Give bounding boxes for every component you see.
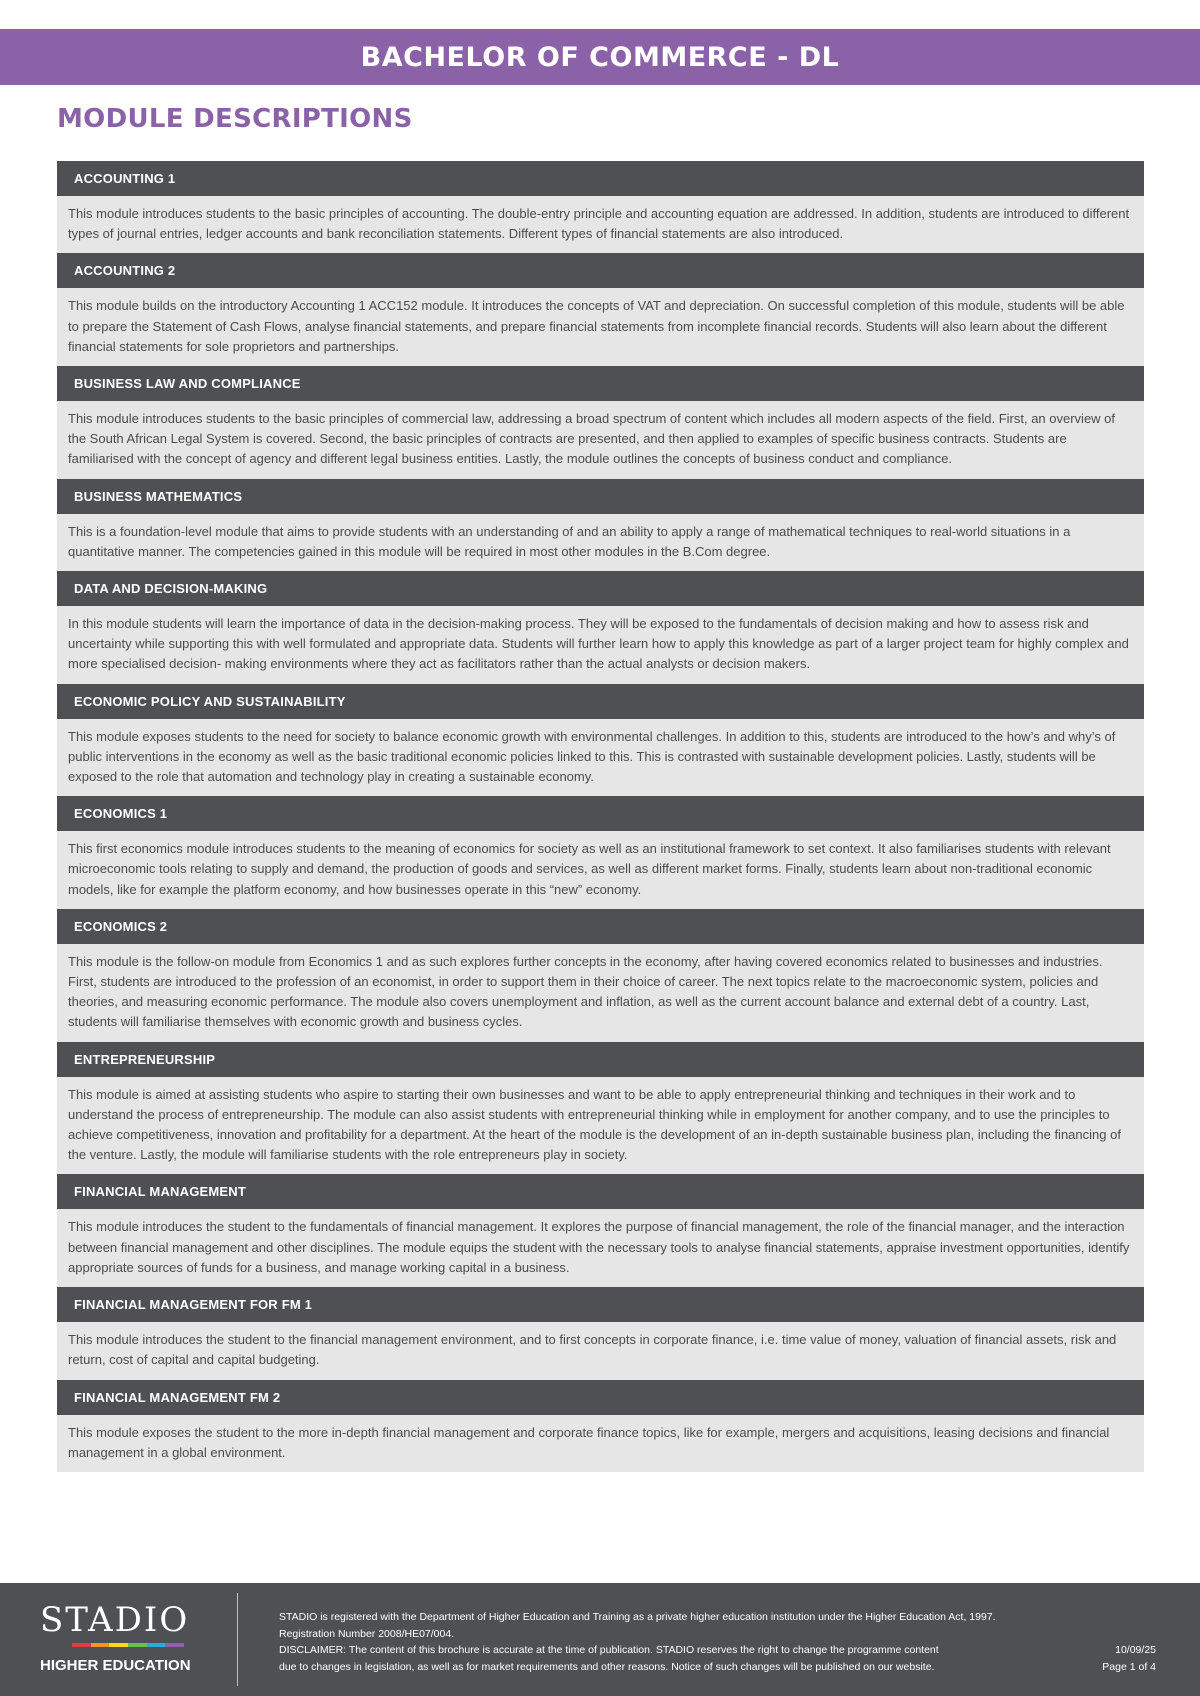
registration-number: Registration Number 2008/HE07/004. [279, 1627, 455, 1640]
module-title: ACCOUNTING 1 [57, 161, 1144, 196]
module-description: This module is the follow-on module from Economics 1 and as such explores further concepts in the economy, after having covered economics related to businesses and industries. First, students are introduced to the profession of an economist, in order to support them in their choice of career. The next topics relate to the macroeconomic system, policies and theories, and measuring economic performance. The module also covers unemployment and inflation, as well as the current account balance and external debt of a country. Last, students will familiarise themselves with economic growth and business cycles. [68, 953, 1103, 1030]
module-economics-2 [57, 909, 1144, 1042]
module-title: FINANCIAL MANAGEMENT [57, 1174, 1144, 1209]
stadio-logo [40, 1601, 200, 1674]
module-entrepreneurship [57, 1042, 1144, 1175]
module-title: ECONOMICS 2 [57, 909, 1144, 944]
disclaimer-line: DISCLAIMER: The content of this brochure is accurate at the time of publication. STADIO reserves the right to change the programme content [279, 1644, 939, 1656]
page-number: Page 1 of 4 [1102, 1660, 1156, 1673]
module-description: This first economics module introduces students to the meaning of economics for society as well as an institutional framework to set context. It also familiarises students with relevant microeconomic tools relating to supply and demand, the production of goods and services, as well as different market forms. Finally, students learn about non-traditional economic models, like for example the platform economy, and how businesses operate in this “new” economy. [68, 841, 1111, 897]
module-description: This module introduces students to the basic principles of commercial law, addressing a broad spectrum of content which includes all modern aspects of the field. First, an overview of the South African Legal System is covered. Second, the basic principles of contracts are presented, and then applied to examples of specific business contracts. Students are familiarised with the concept of agency and different legal business entities. Lastly, the module outlines the concepts of business conduct and compliance. [68, 411, 1116, 467]
module-title: ECONOMICS 1 [57, 796, 1144, 831]
logo-stripe-segment [128, 1643, 147, 1647]
page-footer [0, 1583, 1200, 1696]
module-description: This module introduces the student to the fundamentals of financial management. It explores the purpose of financial management, the role of the financial manager, and the interaction between financial management and other disciplines. The module equips the student with the necessary tools to analyse financial statements, appraise investment opportunities, identify appropriate sources of funds for a business, and manage working capital in a business. [68, 1219, 1130, 1275]
logo-subtitle: HIGHER EDUCATION [40, 1657, 191, 1674]
module-title: FINANCIAL MANAGEMENT FOR FM 1 [57, 1287, 1144, 1322]
module-title: DATA AND DECISION-MAKING [57, 571, 1144, 606]
module-description: This module exposes the student to the more in-depth financial management and corporate finance topics, like for example, mergers and acquisitions, leasing decisions and financial management in a global environment. [68, 1424, 1110, 1460]
module-description: This module introduces students to the basic principles of accounting. The double-entry principle and accounting equation are addressed. In addition, students are introduced to different types of journal entries, ledger accounts and bank reconciliation statements. Different types of financial statements are also introduced. [68, 206, 1130, 242]
module-economics-1 [57, 796, 1144, 909]
module-description: This module builds on the introductory Accounting 1 ACC152 module. It introduces the concepts of VAT and depreciation. On successful completion of this module, students will be able to prepare the Statement of Cash Flows, analyse financial statements, and prepare financial statements from incomplete financial records. Students will also learn about the different financial statements for sole proprietors and partnerships. [68, 298, 1125, 354]
module-business-mathematics [57, 479, 1144, 571]
logo-stripe-segment [147, 1643, 166, 1647]
module-title: FINANCIAL MANAGEMENT FM 2 [57, 1380, 1144, 1415]
registration-statement: STADIO is registered with the Department of Higher Education and Training as a private higher education institution under the Higher Education Act, 1997. [279, 1611, 996, 1623]
module-description: This module introduces the student to the financial management environment, and to first concepts in corporate finance, i.e. time value of money, valuation of financial assets, risk and return, cost of capital and capital budgeting. [68, 1332, 1117, 1368]
logo-color-stripe [72, 1643, 184, 1647]
module-title: BUSINESS LAW AND COMPLIANCE [57, 366, 1144, 401]
disclaimer-line: due to changes in legislation, as well as for market requirements and other reasons. Notice of such changes will be published on our website. [279, 1660, 935, 1673]
footer-legal-text [279, 1609, 1079, 1675]
module-data-and-decision-making [57, 571, 1144, 684]
logo-stripe-segment [72, 1643, 91, 1647]
logo-stripe-segment [109, 1643, 128, 1647]
program-title-banner: BACHELOR OF COMMERCE - DL [0, 29, 1200, 85]
section-title: MODULE DESCRIPTIONS [57, 104, 413, 134]
logo-stripe-segment [91, 1643, 110, 1647]
module-title: ECONOMIC POLICY AND SUSTAINABILITY [57, 684, 1144, 719]
module-description: In this module students will learn the importance of data in the decision-making process. They will be exposed to the fundamentals of decision making and how to assess risk and uncertainty while supporting this with well formulated and appropriate data. Students will further learn how to apply this knowledge as part of a larger project team for highly complex and more specialised decision- making environments where they act as facilitators rather than the actual analysts or decision makers. [68, 616, 1129, 672]
module-financial-management-for-fm-1 [57, 1287, 1144, 1379]
module-financial-management [57, 1174, 1144, 1287]
logo-stripe-segment [165, 1643, 184, 1647]
module-accounting-2 [57, 253, 1144, 366]
module-description: This is a foundation-level module that aims to provide students with an understanding of and an ability to apply a range of mathematical techniques to real-world situations in a quantitative manner. The competencies gained in this module will be required in most other modules in the B.Com degree. [68, 523, 1071, 559]
module-description: This module exposes students to the need for society to balance economic growth with environmental challenges. In addition to this, students are introduced to the how’s and why’s of public interventions in the economy as well as the basic traditional economic policies linked to this. This is contrasted with sustainable development policies. Lastly, students will be exposed to the role that automation and technology play in creating a sustainable economy. [68, 728, 1116, 785]
module-description: This module is aimed at assisting students who aspire to starting their own businesses and want to be able to apply entrepreneurial thinking and techniques in their work and to understand the process of entrepreneurship. The module can also assist students with entrepreneurial thinking while in employment for another company, and to use the principles to achieve competitiveness, innovation and profitability for a department. At the heart of the module is the development of an in-depth sustainable business plan, including the financing of the venture. Lastly, the module will familiarise students with the role entrepreneurs play in society. [68, 1086, 1121, 1163]
logo-wordmark: STADIO [40, 1600, 190, 1640]
footer-meta [1102, 1642, 1156, 1675]
publication-date: 10/09/25 [1115, 1644, 1156, 1656]
module-financial-management-fm-2 [57, 1380, 1144, 1472]
module-title: BUSINESS MATHEMATICS [57, 479, 1144, 514]
module-title: ENTREPRENEURSHIP [57, 1042, 1144, 1077]
footer-divider [237, 1593, 238, 1686]
module-accounting-1 [57, 161, 1144, 253]
module-title: ACCOUNTING 2 [57, 253, 1144, 288]
module-economic-policy-and-sustainability [57, 684, 1144, 797]
module-list [57, 161, 1144, 1472]
module-business-law-and-compliance [57, 366, 1144, 479]
